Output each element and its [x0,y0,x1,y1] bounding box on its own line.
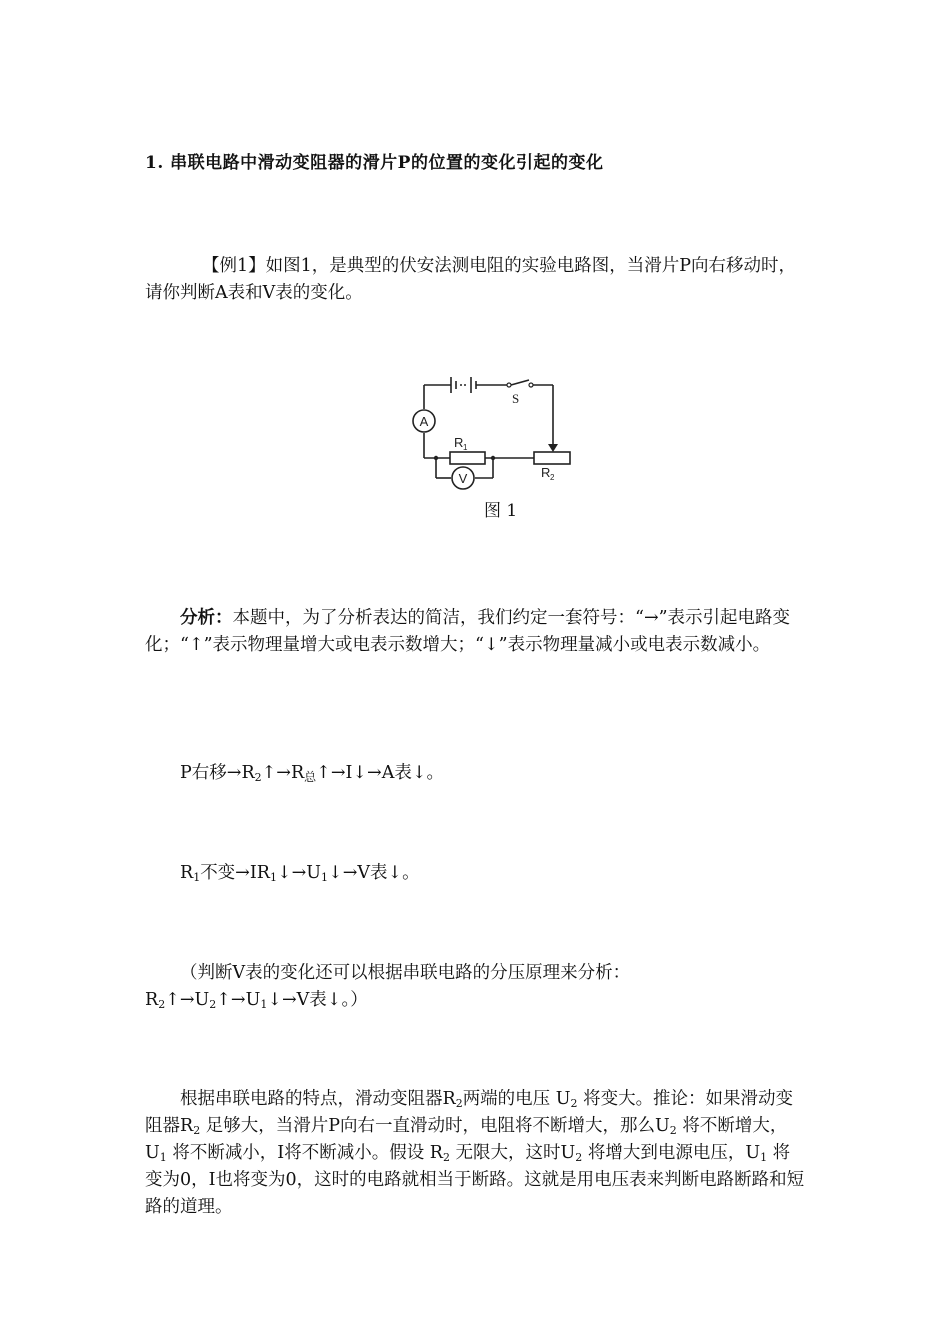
analysis-text: 本题中，为了分析表达的简洁，我们约定一套符号：“→”表示引起电路变化；“↑”表示物理量增大或电表示数增大；“↓”表示物理量减小或电表示数减小。 [145,608,791,655]
svg-text:2: 2 [550,473,555,482]
chain-line-1: P右移$\to R_2↑\to R_总↑\to I↓\to A$表↓。 [180,763,445,784]
svg-text:V: V [458,471,468,486]
r2-label: R [541,465,551,480]
r1-label: R [454,435,464,450]
analysis-paragraph [145,605,807,659]
analysis-label: 分析： [180,608,233,628]
figure-caption: 图 1 [484,501,518,521]
note-paragraph: （判断V表的变化还可以根据串联电路的分压原理来分析： $R_2↑\to U_2↑\to U_1↓\to V$表↓。） [145,963,631,1011]
svg-text:1: 1 [463,443,468,452]
switch-label: S [512,391,520,406]
conclusion-paragraph: 根据串联电路的特点，滑动变阻器$R_2$两端的电压 $U_2$ 将变大。推论：如果滑动变阻器$R_2$ 足够大，当滑片P向右一直滑动时，电阻将不断增大，那么$U_2$ 将不断增大，$U_1$ 将不断减小，I将不断减小。假设 $R_2$ 无限大，这时$U_2$ 将增大到电源电压，$U_1$ 将变为0，I也将变为0，这时的电路就相当于断路。这就是用电压表来判断电路断路和短路的道理。 [145,1089,805,1217]
section-heading: 1. 串联电路中滑动变阻器的滑片P的位置的变化引起的变化 [145,153,604,173]
example-paragraph: 【例1】如图1，是典型的伏安法测电阻的实验电路图，当滑片P向右移动时，请你判断A表和V表的变化。 [145,256,797,303]
svg-text:A: A [419,414,429,429]
chain-line-2: $R_1$不变$\to IR_1↓\to U_1↓\to V$表↓。 [180,863,420,884]
